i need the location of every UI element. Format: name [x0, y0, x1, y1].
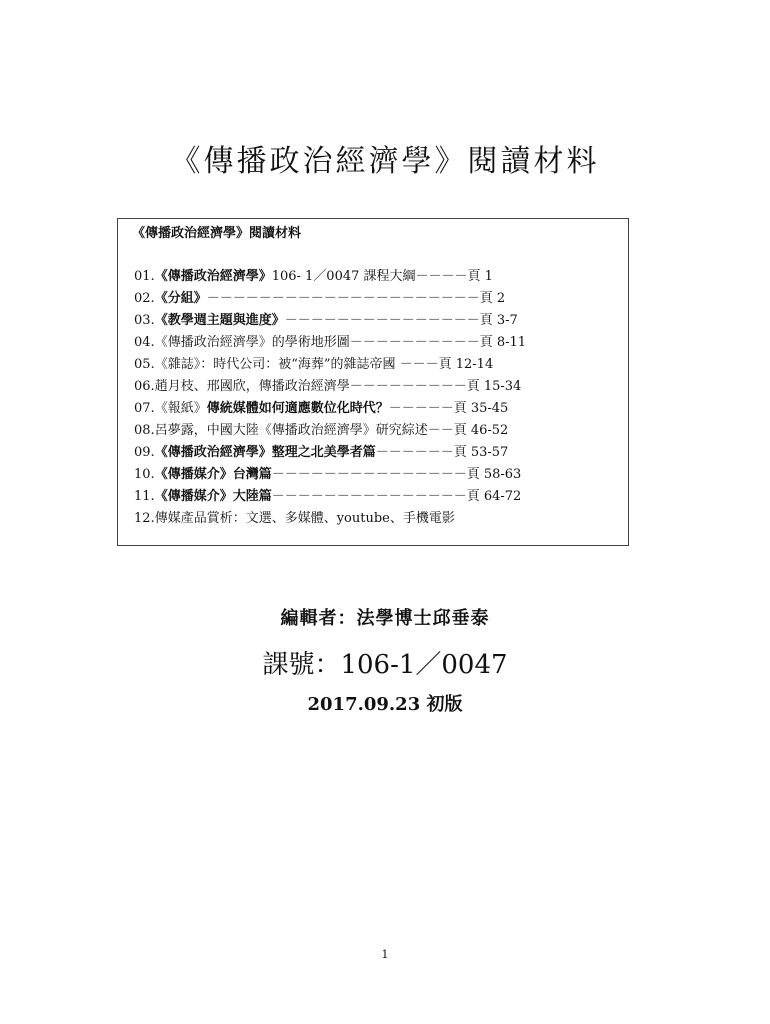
- toc-item-number: 07.: [134, 401, 155, 416]
- toc-item-number: 08.: [134, 423, 155, 438]
- toc-item-bold-title: 《傳播媒介》台灣篇: [154, 467, 272, 482]
- page-number: 1: [381, 948, 389, 961]
- toc-item-text: －－－－－－－－－－－－－－－頁 64-72: [271, 489, 522, 504]
- toc-item: [134, 332, 624, 354]
- toc-item-text: －－－－－－－－－－－－－－－頁 58-63: [271, 467, 522, 482]
- toc-item: [134, 288, 624, 310]
- toc-item-bold-title: 《傳播媒介》大陸篇: [154, 489, 272, 504]
- toc-item: [134, 486, 624, 508]
- toc-item-text: 呂夢露，中國大陸《傳播政治經濟學》研究綜述－－頁 46-52: [154, 423, 509, 438]
- toc-item-text: 傳媒產品賞析：文選、多媒體、youtube、手機電影: [154, 511, 455, 526]
- toc-list: [134, 266, 624, 530]
- toc-item-text: 《報紙》: [154, 401, 207, 416]
- toc-heading: 《傳播政治經濟學》閱讀材料: [132, 226, 302, 241]
- toc-item-number: 06.: [134, 379, 155, 394]
- toc-item: [134, 508, 624, 530]
- toc-item: [134, 376, 624, 398]
- edition-date: 2017.09.23 初版: [307, 694, 463, 715]
- document-title: 《傳播政治經濟學》閱讀材料: [170, 144, 600, 179]
- toc-item: [134, 266, 624, 288]
- toc-item-number: 04.: [134, 335, 155, 350]
- toc-item-text: 趙月枝、邢國欣，傳播政治經濟學－－－－－－－－－頁 15-34: [154, 379, 522, 394]
- toc-item: [134, 464, 624, 486]
- toc-item-bold-title: 《傳播政治經濟學》整理之北美學者篇: [154, 445, 376, 460]
- toc-item-text: 106- 1／0047 課程大綱－－－－頁 1: [271, 269, 493, 284]
- toc-item-number: 05.: [134, 357, 155, 372]
- editor-credit: 編輯者：法學博士邱垂泰: [280, 608, 490, 629]
- toc-item-number: 12.: [134, 511, 155, 526]
- toc-item-text: －－－－－－－－－－－－－－－－－－－－－頁 2: [206, 291, 506, 306]
- toc-item-text: －－－－－－－－－－－－－－－頁 3-7: [284, 313, 518, 328]
- toc-item-number: 03.: [134, 313, 155, 328]
- course-number: 課號：106-1／0047: [262, 650, 508, 680]
- toc-item: [134, 442, 624, 464]
- toc-item: [134, 354, 624, 376]
- toc-item-number: 09.: [134, 445, 155, 460]
- toc-item-number: 02.: [134, 291, 155, 306]
- toc-item: [134, 310, 624, 332]
- toc-item-bold-title: 《傳播政治經濟學》: [154, 269, 272, 284]
- toc-item-text: 《雜誌》：時代公司：被“海葬”的雜誌帝國 －－－頁 12-14: [154, 357, 494, 372]
- toc-item: [134, 398, 624, 420]
- toc-item-text: 《傳播政治經濟學》的學術地形圖－－－－－－－－－－頁 8-11: [154, 335, 527, 350]
- toc-item-number: 10.: [134, 467, 155, 482]
- toc-item-text: －－－－－－頁 53-57: [375, 445, 509, 460]
- table-of-contents-box: [117, 218, 629, 546]
- toc-item-bold-title: 傳統媒體如何適應數位化時代？: [206, 401, 389, 416]
- toc-item: [134, 420, 624, 442]
- toc-item-page-ref: －－－－－頁 35-45: [388, 401, 509, 416]
- toc-item-number: 11.: [134, 489, 155, 504]
- toc-item-bold-title: 《分組》: [154, 291, 207, 306]
- toc-item-number: 01.: [134, 269, 155, 284]
- toc-item-bold-title: 《教學週主題與進度》: [154, 313, 285, 328]
